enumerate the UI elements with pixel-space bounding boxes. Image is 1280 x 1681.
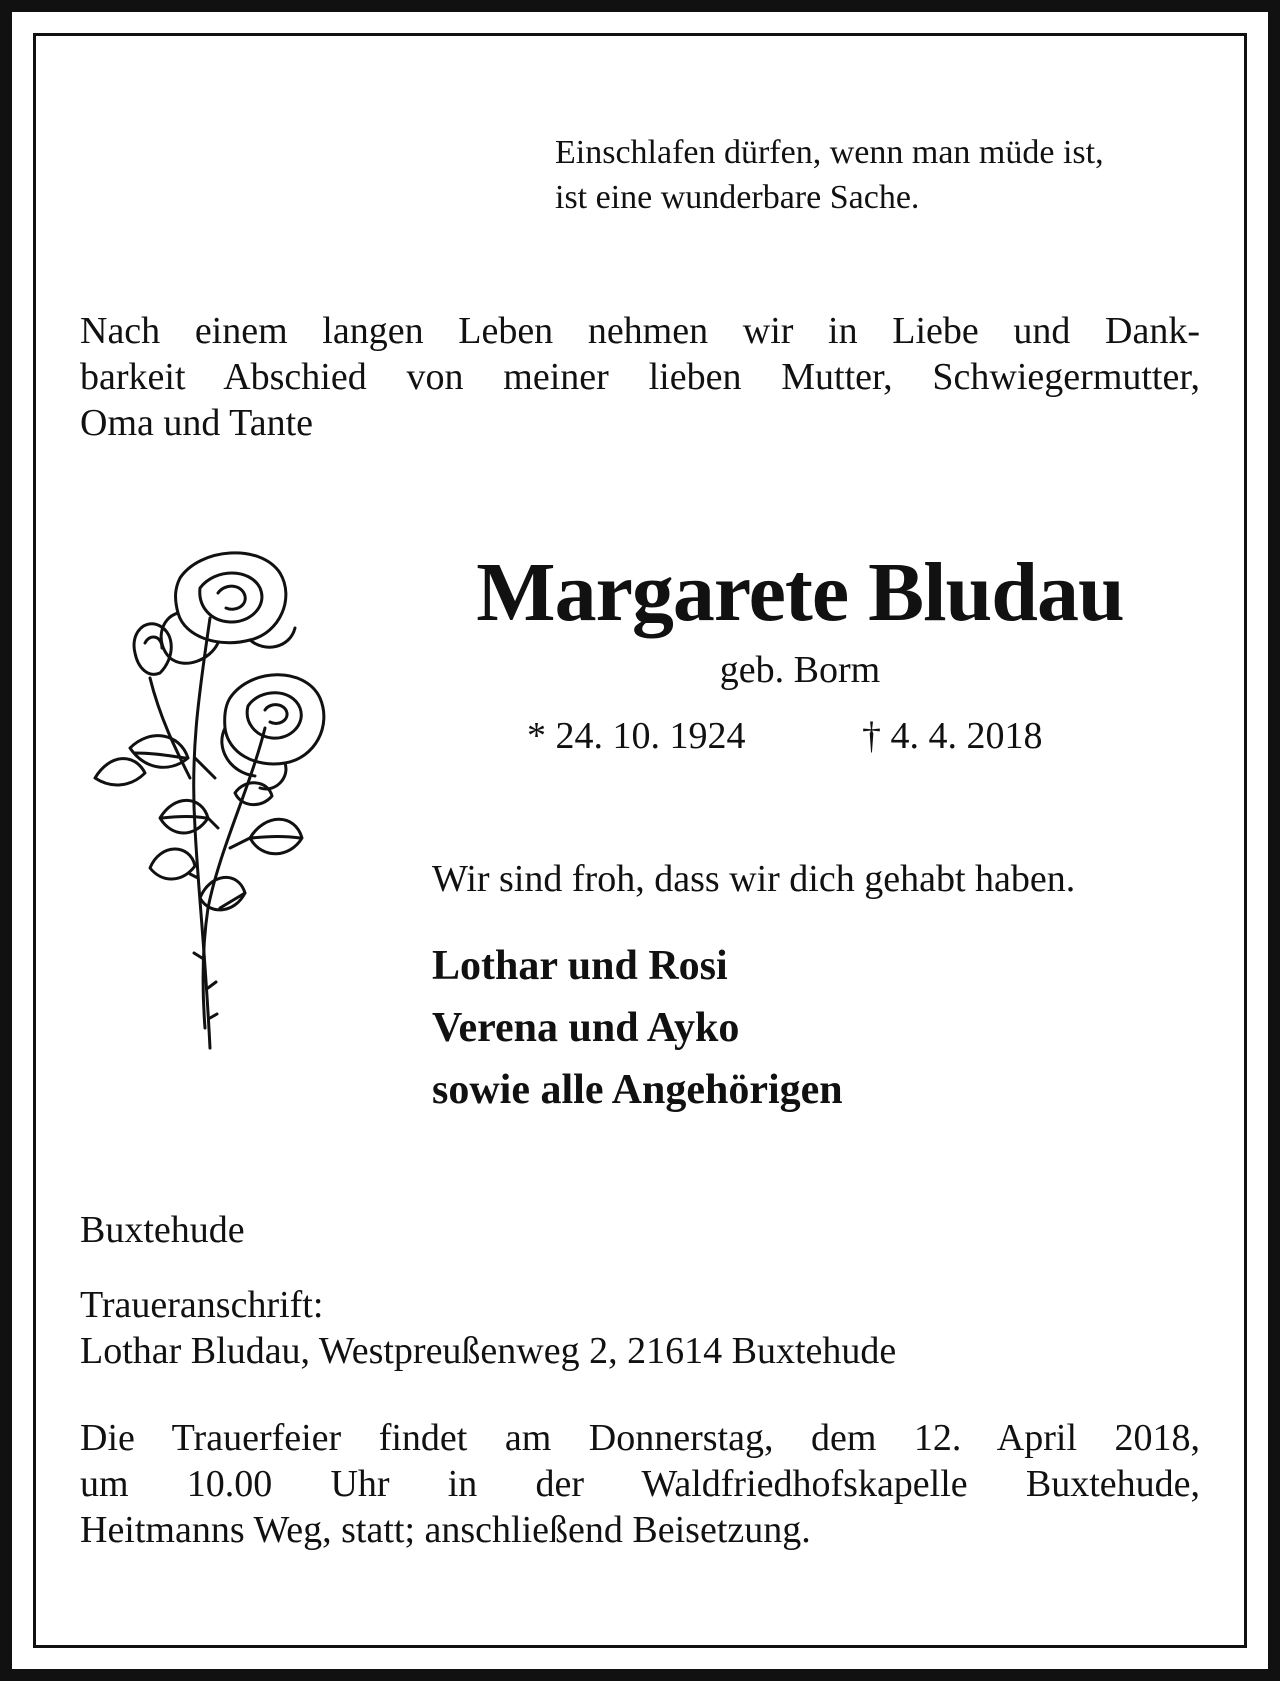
death-date: † 4. 4. 2018: [862, 715, 1043, 757]
family-line: Verena und Ayko: [432, 1005, 740, 1051]
service-line: Heitmanns Weg, statt; anschließend Beisetzung.: [80, 1509, 811, 1551]
birth-date: * 24. 10. 1924: [527, 715, 746, 757]
address-line: Lothar Bludau, Westpreußenweg 2, 21614 Buxtehude: [80, 1330, 897, 1372]
funeral-service-info: [80, 1415, 1200, 1553]
mourning-address: [80, 1282, 896, 1374]
address-label: Traueranschrift:: [80, 1284, 324, 1326]
city: Buxtehude: [80, 1209, 245, 1251]
family-line: sowie alle Angehörigen: [432, 1067, 843, 1113]
family-signatures: [432, 935, 843, 1121]
service-line: um 10.00 Uhr in der Waldfriedhofskapelle Buxtehude,: [80, 1463, 1200, 1505]
rose-bouquet-icon: [90, 548, 350, 1068]
intro-line: Nach einem langen Leben nehmen wir in Liebe und Dank-: [80, 310, 1200, 352]
motto-line: ist eine wunderbare Sache.: [555, 179, 920, 216]
deceased-name: Margarete Bludau: [476, 546, 1124, 639]
intro-line: Oma und Tante: [80, 402, 314, 444]
intro-text: [80, 308, 1200, 446]
motto-line: Einschlafen dürfen, wenn man müde ist,: [555, 134, 1104, 171]
thanks-line: Wir sind froh, dass wir dich gehabt haben.: [432, 858, 1076, 900]
intro-line: barkeit Abschied von meiner lieben Mutter, Schwiegermutter,: [80, 356, 1200, 398]
family-line: Lothar und Rosi: [432, 943, 728, 989]
maiden-name: geb. Borm: [719, 649, 881, 691]
service-line: Die Trauerfeier findet am Donnerstag, dem 12. April 2018,: [80, 1417, 1200, 1459]
motto-quote: [555, 130, 1104, 220]
